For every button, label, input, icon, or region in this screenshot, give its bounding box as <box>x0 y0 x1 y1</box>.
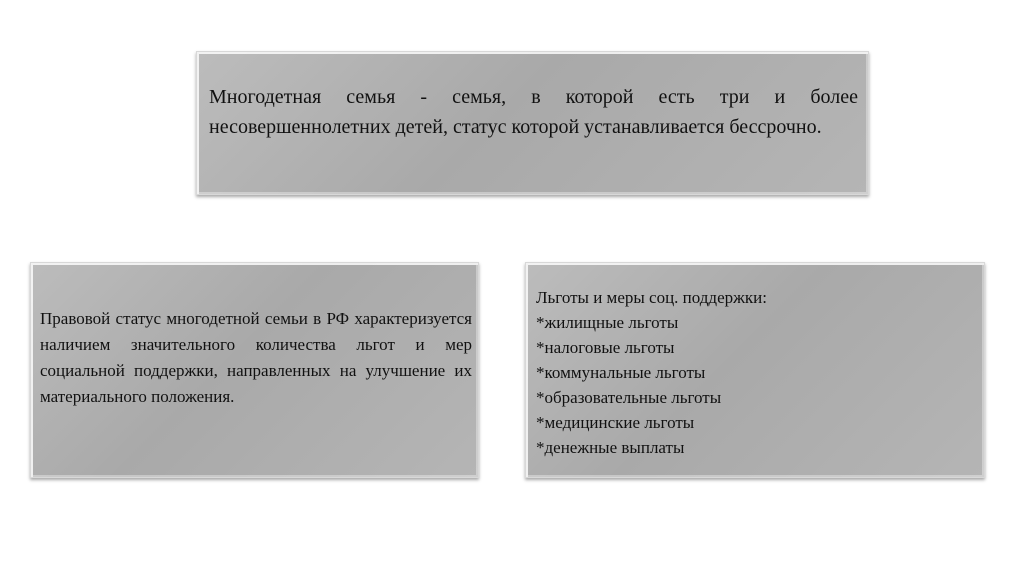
benefit-item-tax: *налоговые льготы <box>536 338 675 357</box>
legal-status-box <box>30 262 479 478</box>
benefit-item-utilities: *коммунальные льготы <box>536 363 706 382</box>
benefits-title: Льготы и меры соц. поддержки: <box>536 288 767 307</box>
definition-text: Многодетная семья - семья, в которой есть три и более несовершеннолетних детей, статус которой устанавливается бессрочно. <box>209 86 858 138</box>
benefit-item-housing: *жилищные льготы <box>536 313 679 332</box>
benefits-list <box>536 310 974 460</box>
definition-box <box>196 51 869 195</box>
benefit-item-payments: *денежные выплаты <box>536 438 685 457</box>
benefit-item-education: *образовательные льготы <box>536 388 722 407</box>
legal-status-text: Правовой статус многодетной семьи в РФ характеризуется наличием значительного количества льгот и мер социальной поддержки, направленных на улучшение их материального положения. <box>40 309 472 406</box>
benefits-box <box>525 262 985 478</box>
benefit-item-medical: *медицинские льготы <box>536 413 695 432</box>
